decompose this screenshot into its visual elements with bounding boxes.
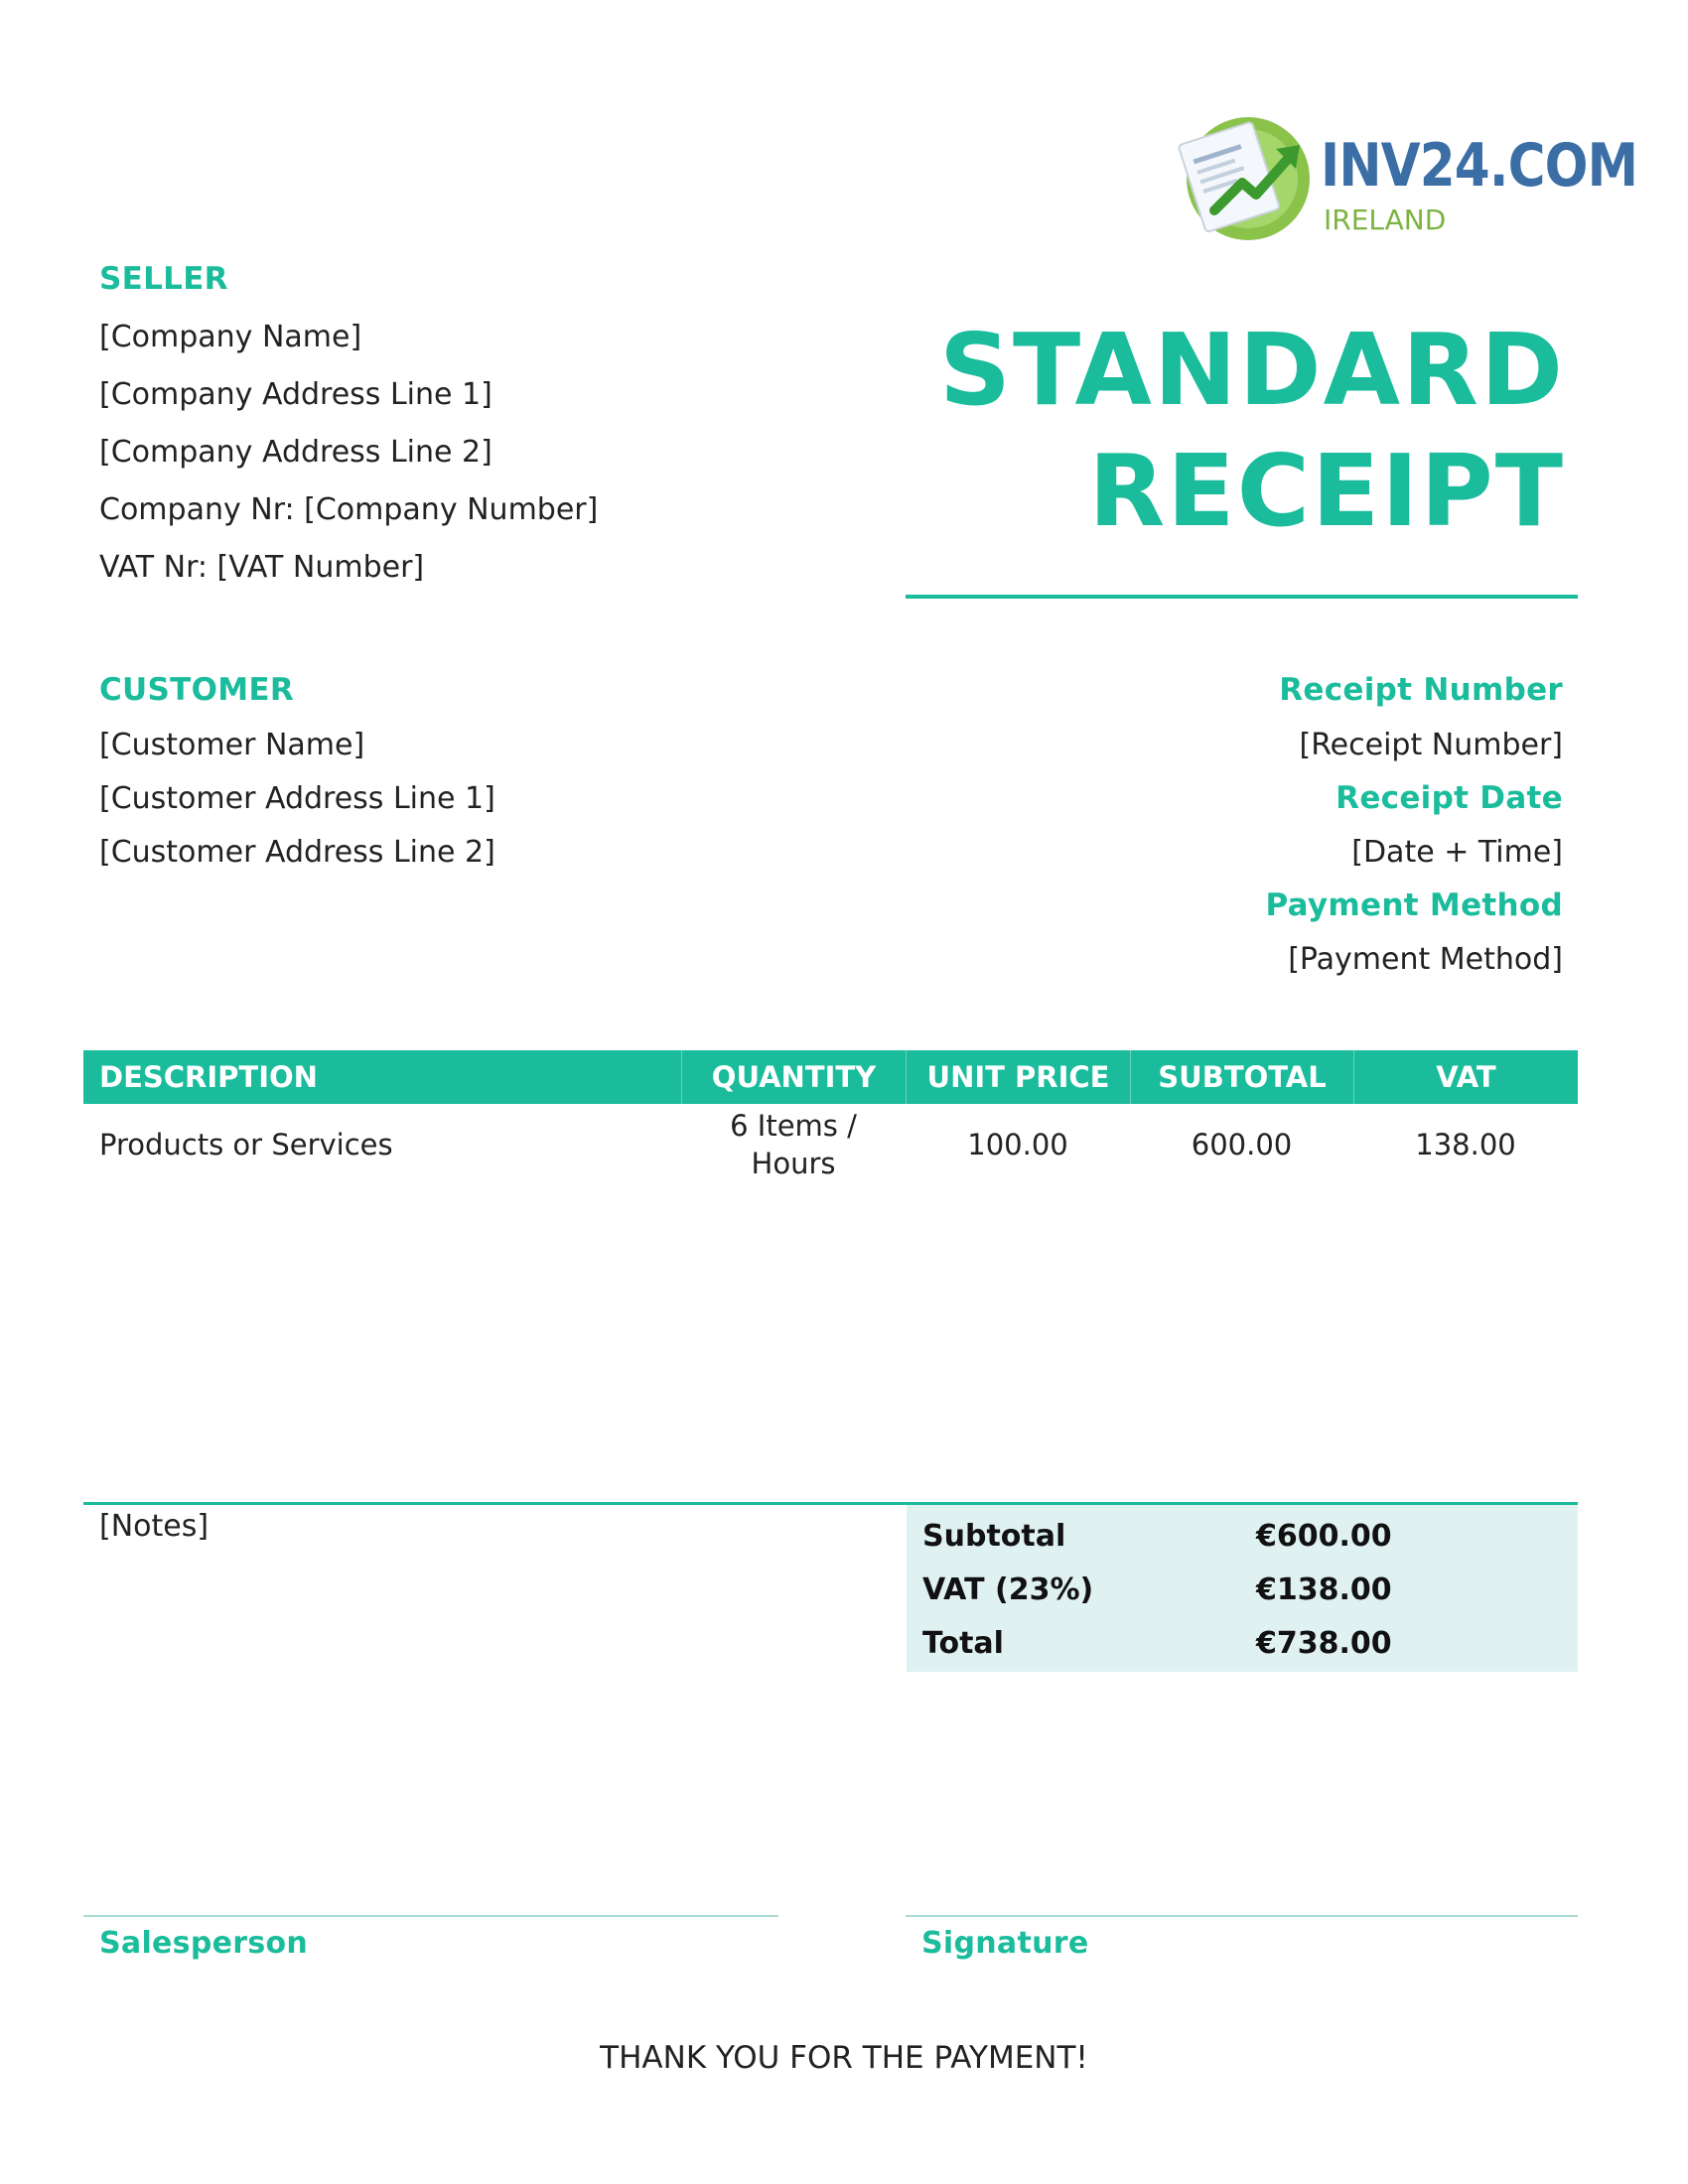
seller-address-line-2: [Company Address Line 2]	[99, 435, 492, 470]
items-table-header	[83, 1050, 1578, 1104]
item-subtotal: 600.00	[1191, 1128, 1293, 1161]
item-vat: 138.00	[1415, 1128, 1516, 1161]
subtotal-value: €600.00	[1256, 1519, 1392, 1554]
salesperson-label: Salesperson	[99, 1926, 309, 1961]
subtotal-label: Subtotal	[922, 1519, 1066, 1554]
title-line-2: RECEIPT	[1088, 433, 1565, 549]
title-divider	[906, 595, 1578, 599]
signature-line	[906, 1915, 1578, 1917]
item-quantity	[681, 1107, 906, 1182]
payment-method-label: Payment Method	[1265, 887, 1563, 923]
salesperson-signature-line	[83, 1915, 778, 1917]
customer-heading: CUSTOMER	[99, 672, 295, 708]
brand-region: IRELAND	[1324, 204, 1447, 236]
vat-total-value: €138.00	[1256, 1572, 1392, 1607]
column-header-quantity: QUANTITY	[681, 1050, 906, 1104]
receipt-date-value: [Date + Time]	[1351, 835, 1563, 870]
item-quantity-line-2: Hours	[751, 1147, 836, 1180]
column-header-vat: VAT	[1353, 1050, 1578, 1104]
customer-name: [Customer Name]	[99, 728, 365, 762]
thank-you-message: THANK YOU FOR THE PAYMENT!	[600, 2040, 1088, 2076]
receipt-number-value: [Receipt Number]	[1299, 728, 1563, 762]
document-title	[939, 310, 1565, 552]
brand-name: INV24.COM	[1321, 131, 1638, 201]
grand-total-label: Total	[922, 1626, 1004, 1661]
customer-address-line-2: [Customer Address Line 2]	[99, 835, 495, 870]
seller-company-name: [Company Name]	[99, 320, 362, 354]
totals-box	[907, 1505, 1578, 1672]
customer-address-line-1: [Customer Address Line 1]	[99, 781, 495, 816]
brand-logo	[1177, 107, 1638, 246]
item-quantity-line-1: 6 Items /	[730, 1109, 857, 1143]
items-table	[83, 1050, 1578, 1185]
grand-total-value: €738.00	[1256, 1626, 1392, 1661]
payment-method-value: [Payment Method]	[1288, 942, 1563, 977]
receipt-date-label: Receipt Date	[1336, 780, 1563, 816]
receipt-number-label: Receipt Number	[1279, 672, 1563, 708]
seller-heading: SELLER	[99, 261, 228, 297]
notes-text: [Notes]	[99, 1509, 210, 1544]
item-unit-price: 100.00	[967, 1128, 1068, 1161]
signature-label: Signature	[921, 1926, 1089, 1961]
vat-total-label: VAT (23%)	[922, 1572, 1094, 1607]
item-description: Products or Services	[99, 1128, 393, 1161]
seller-company-number: Company Nr: [Company Number]	[99, 492, 599, 527]
seller-vat-number: VAT Nr: [VAT Number]	[99, 550, 425, 585]
title-line-1: STANDARD	[939, 312, 1565, 428]
column-header-subtotal: SUBTOTAL	[1130, 1050, 1353, 1104]
column-header-description: DESCRIPTION	[99, 1060, 318, 1094]
receipt-growth-arrow-icon	[1177, 107, 1316, 246]
table-row	[83, 1104, 1578, 1185]
column-header-unit-price: UNIT PRICE	[906, 1050, 1130, 1104]
seller-address-line-1: [Company Address Line 1]	[99, 377, 492, 412]
